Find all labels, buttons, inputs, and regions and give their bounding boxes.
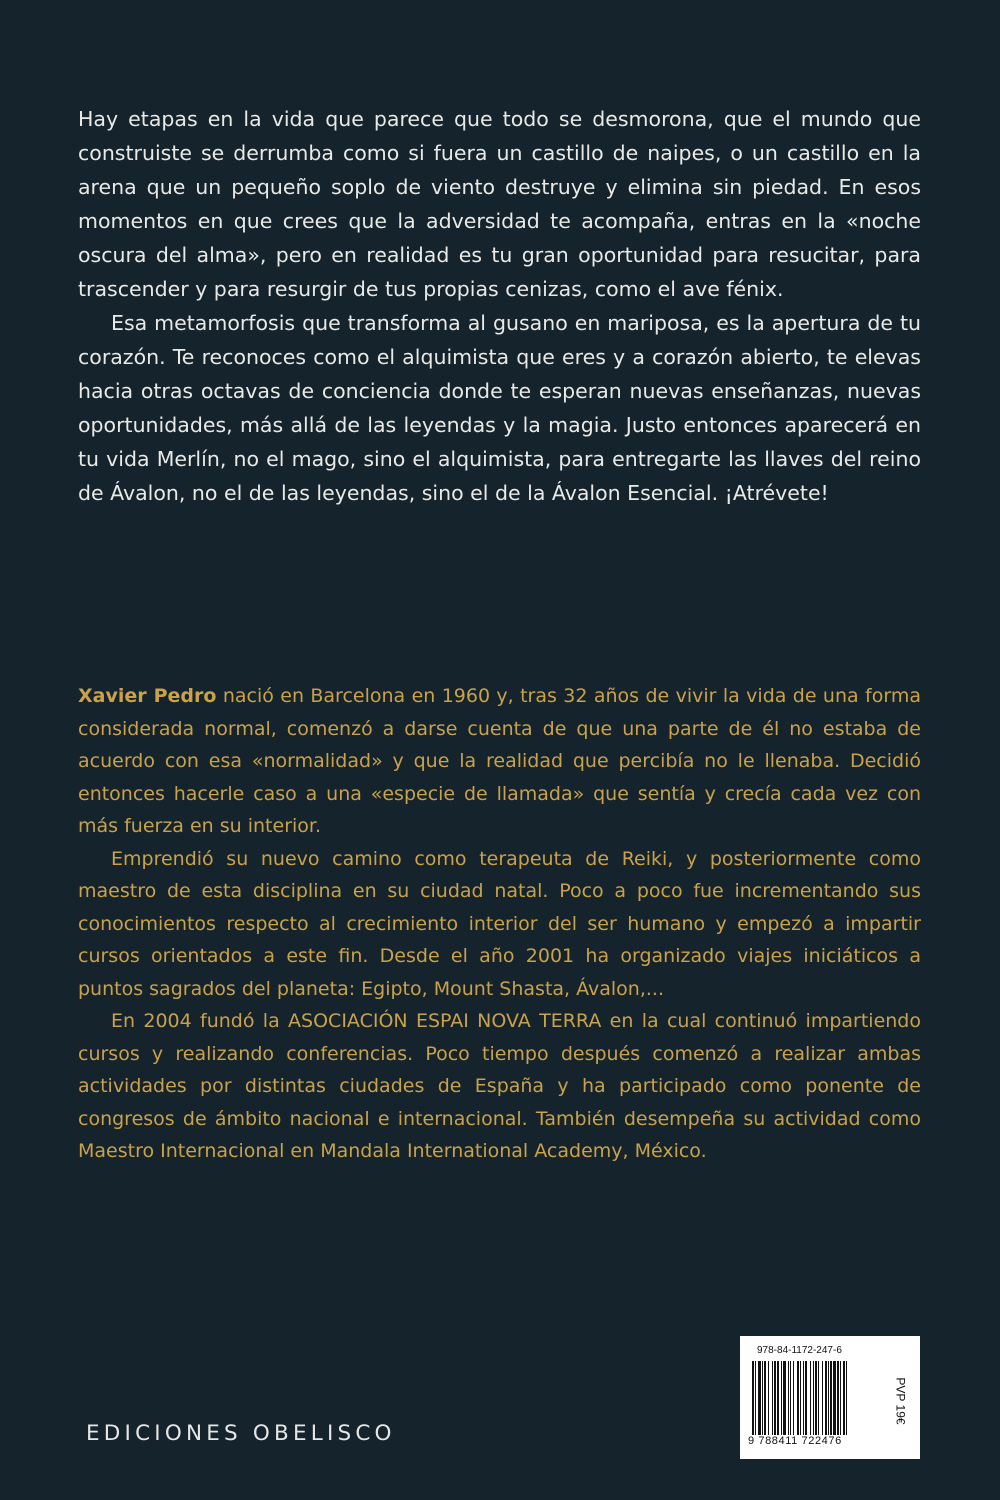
barcode-bar bbox=[810, 1361, 811, 1435]
barcode-bar bbox=[846, 1361, 847, 1435]
barcode-bar bbox=[815, 1361, 817, 1435]
barcode-bar bbox=[768, 1361, 769, 1435]
barcode-bar bbox=[755, 1361, 756, 1435]
bio-paragraph-3: En 2004 fundó la ASOCIACIÓN ESPAI NOVA TERRA en la cual continuó impartiendo cursos y realizando conferencias. Poco tiempo después comenzó a realizar ambas actividades por distintas ciudades de España y ha participado como ponente de congresos de ámbito nacional e internacional. También desempeña su actividad como Maestro Internacional en Mandala International Academy, México. bbox=[78, 1010, 921, 1162]
barcode-bar bbox=[788, 1361, 789, 1435]
barcode-bar bbox=[758, 1361, 761, 1435]
author-name: Xavier Pedro bbox=[78, 685, 217, 707]
barcode-bar bbox=[790, 1361, 791, 1435]
barcode-bar bbox=[818, 1361, 819, 1435]
barcode-bar bbox=[843, 1361, 845, 1435]
barcode-bar bbox=[833, 1361, 836, 1435]
bio-paragraph-2: Emprendió su nuevo camino como terapeuta de Reiki, y posteriormente como maestro de esta disciplina en su ciudad natal. Poco a poco fue incrementando sus conocimientos respecto al crecimiento interior del ser humano y empezó a impartir cursos orientados a este fin. Desde el año 2001 ha organizado viajes iniciáticos a puntos sagrados del planeta: Egipto, Mount Shasta, Ávalon,... bbox=[78, 847, 921, 1000]
price-label-wrapper bbox=[887, 1356, 915, 1446]
barcode-bar bbox=[828, 1361, 829, 1435]
barcode-bar bbox=[825, 1361, 827, 1435]
author-bio bbox=[78, 680, 921, 1168]
barcode-bar bbox=[774, 1361, 776, 1435]
barcode-icon bbox=[752, 1361, 882, 1435]
blurb-paragraph-1: Hay etapas en la vida que parece que todo se desmorona, que el mundo que construiste se derrumba como si fuera un castillo de naipes, o un castillo en la arena que un pequeño soplo de viento destruye y elimina sin piedad. En esos momentos en que crees que la adversidad te acompaña, entras en la «noche oscura del alma», pero en realidad es tu gran oportunidad para resucitar, para trascender y para resurgir de tus propias cenizas, como el ave fénix. bbox=[78, 107, 921, 301]
bio-paragraph-1 bbox=[78, 680, 921, 843]
barcode-bar bbox=[800, 1361, 801, 1435]
isbn-digits: 9 788411 722476 bbox=[748, 1435, 842, 1447]
blurb-paragraph-2: Esa metamorfosis que transforma al gusano en mariposa, es la apertura de tu corazón. Te reconoces como el alquimista que eres y a corazón abierto, te elevas hacia otras octavas de conciencia donde te esperan nuevas enseñanzas, nuevas oportunidades, más allá de las leyendas y la magia. Justo entonces aparecerá en tu vida Merlín, no el mago, sino el alquimista, para entregarte las llaves del reino de Ávalon, no el de las leyendas, sino el de la Ávalon Esencial. ¡Atrévete! bbox=[78, 311, 921, 505]
bio-paragraph-1-text: nació en Barcelona en 1960 y, tras 32 años de vivir la vida de una forma considerada normal, comenzó a darse cuenta de que una parte de él no estaba de acuerdo con esa «normalidad» y que la realidad que percibía no le llenaba. Decidió entonces hacerle caso a una «especie de llamada» que sentía y crecía cada vez con más fuerza en su interior. bbox=[78, 685, 921, 837]
back-cover-blurb bbox=[78, 102, 921, 510]
price-label: PVP 19€ bbox=[894, 1377, 908, 1425]
barcode-bar bbox=[752, 1361, 754, 1435]
barcode-panel bbox=[740, 1336, 920, 1459]
barcode-bar bbox=[813, 1361, 814, 1435]
barcode-bar bbox=[777, 1361, 779, 1435]
barcode-bar bbox=[797, 1361, 799, 1435]
barcode-bar bbox=[772, 1361, 773, 1435]
barcode-bar bbox=[840, 1361, 841, 1435]
barcode-bar bbox=[781, 1361, 782, 1435]
barcode-bar bbox=[762, 1361, 763, 1435]
barcode-bar bbox=[805, 1361, 807, 1435]
barcode-bar bbox=[830, 1361, 832, 1435]
publisher-name: EDICIONES OBELISCO bbox=[86, 1421, 396, 1446]
barcode-bar bbox=[803, 1361, 804, 1435]
barcode-bar bbox=[837, 1361, 839, 1435]
barcode-bar bbox=[783, 1361, 786, 1435]
barcode-bar bbox=[764, 1361, 766, 1435]
isbn-label: 978-84-1172-247-6 bbox=[757, 1345, 842, 1356]
barcode-bar bbox=[793, 1361, 794, 1435]
barcode-bar bbox=[822, 1361, 823, 1435]
